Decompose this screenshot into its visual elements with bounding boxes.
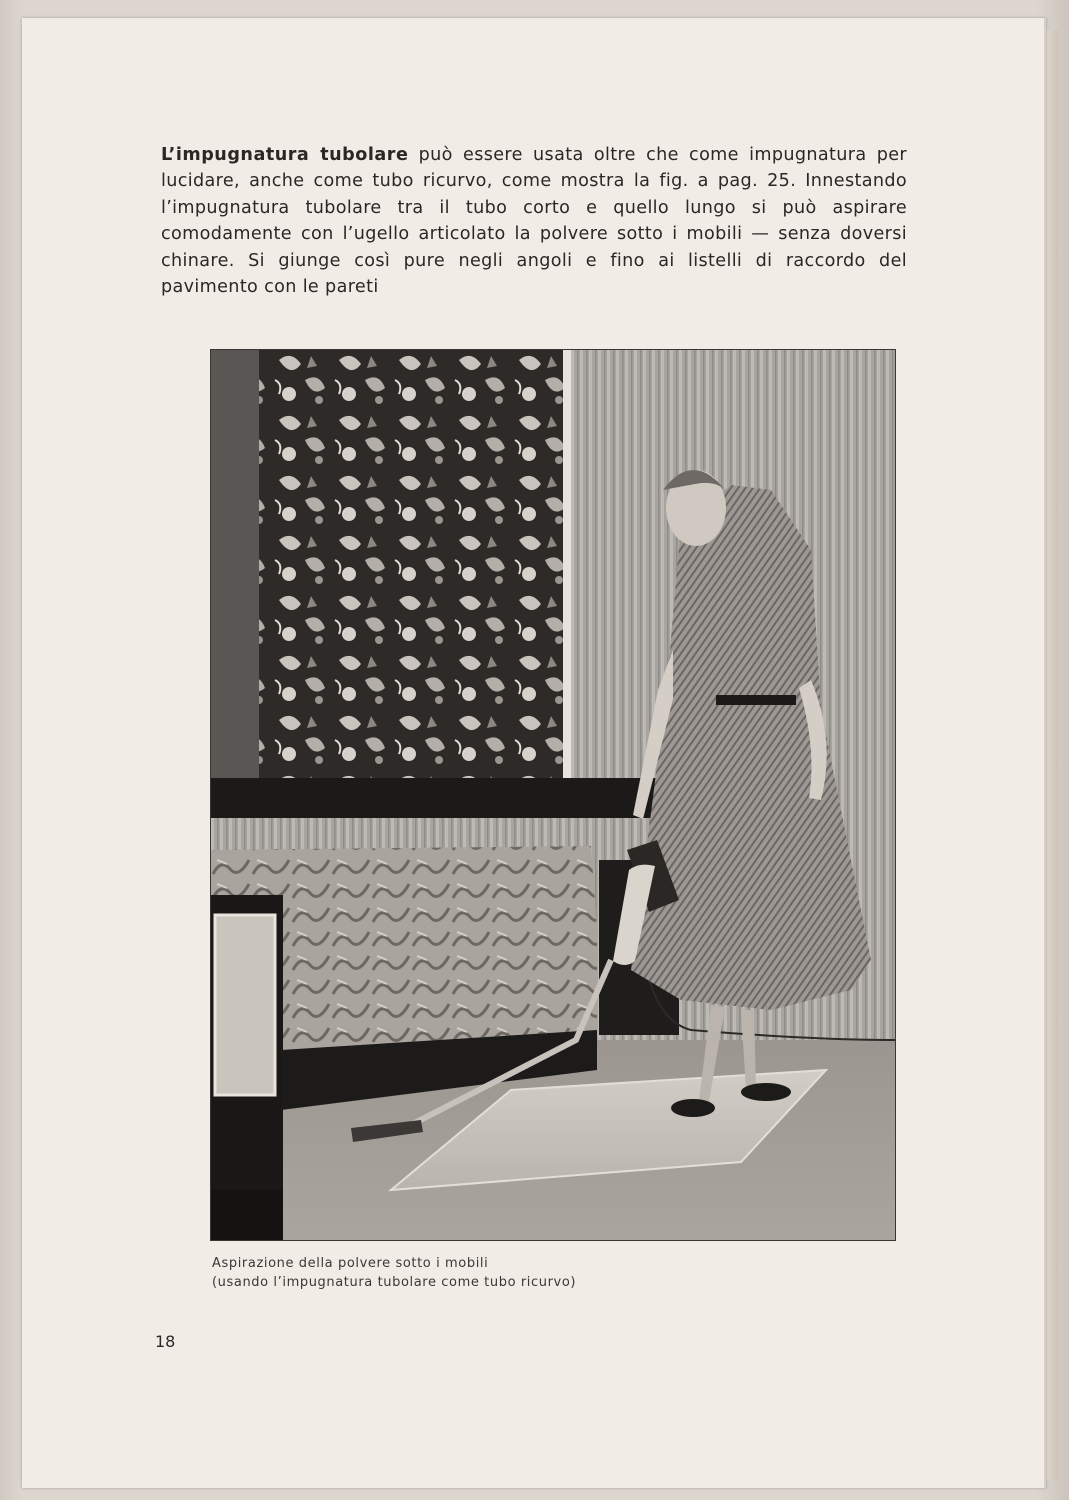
caption-line-1: Aspirazione della polvere sotto i mobili bbox=[212, 1256, 489, 1271]
photo-caption bbox=[212, 1254, 812, 1292]
paragraph-lead: L’impugnatura tubolare bbox=[161, 145, 409, 165]
dress-belt bbox=[716, 695, 796, 705]
paragraph-text: può essere usata oltre che come impugnatura per lucidare, anche come tubo ricurvo, come mostra la fig. a pag. 25. Innestando l’impugnatura tubolare tra il tubo corto e quello lungo si può aspirare comodamente con l’ugello articolato la polvere sotto i mobili — senza doversi chinare. Si giunge così pure negli angoli e fino ai listelli di raccordo del pavimento con le pareti bbox=[161, 145, 908, 298]
woman-shoe-right bbox=[741, 1083, 791, 1101]
wall-shadow bbox=[211, 350, 259, 790]
body-paragraph bbox=[161, 142, 907, 300]
caption-line-2: (usando l’impugnatura tubolare come tubo ricurvo) bbox=[212, 1275, 577, 1290]
bed-headboard bbox=[211, 778, 697, 818]
page-edge bbox=[1044, 30, 1058, 1480]
tapestry-edge bbox=[563, 350, 571, 782]
bed-panel bbox=[215, 915, 275, 1095]
photo-illustration bbox=[211, 350, 895, 1240]
photo-woman-vacuuming bbox=[210, 349, 896, 1241]
tapestry bbox=[259, 350, 567, 782]
page-number: 18 bbox=[155, 1332, 176, 1351]
bed-mattress-side bbox=[281, 925, 597, 1050]
woman-shoe-left bbox=[671, 1099, 715, 1117]
bed-foot bbox=[211, 1190, 283, 1240]
